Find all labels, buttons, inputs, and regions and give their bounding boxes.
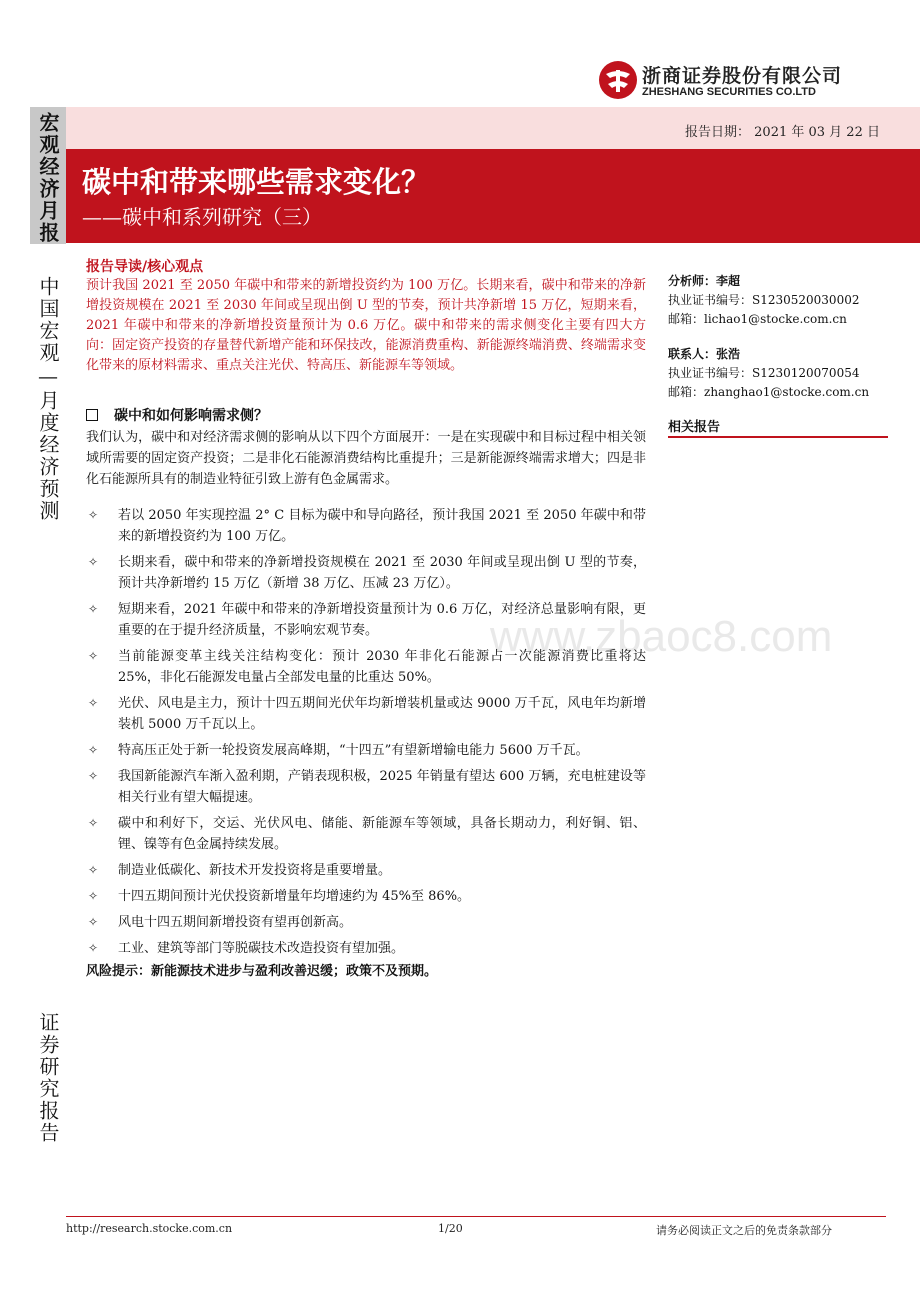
contact-name: 联系人：张浩	[668, 347, 741, 361]
diamond-bullet-icon: ✧	[88, 915, 99, 929]
diamond-bullet-icon: ✧	[88, 863, 99, 877]
report-date	[685, 121, 880, 140]
summary-heading: 报告导读/核心观点	[86, 259, 204, 275]
analyst-1-cert: 执业证书编号：S1230520030002	[668, 293, 860, 307]
diamond-bullet-icon: ✧	[88, 649, 99, 663]
diamond-bullet-icon: ✧	[88, 555, 99, 569]
list-item: ✧ 当前能源变革主线关注结构变化：预计 2030 年非化石能源占一次能源消费比重将达 25%，非化石能源发电量占全部发电量的比重达 50%。	[86, 646, 646, 688]
diamond-bullet-icon: ✧	[88, 941, 99, 955]
page-number: 1/20	[438, 1222, 463, 1235]
watermark: www.zbaoc8.com	[490, 612, 833, 661]
key-points-list	[86, 505, 646, 964]
page-subtitle: ——碳中和系列研究（三）	[82, 205, 322, 229]
list-item: ✧ 短期来看，2021 年碳中和带来的净新增投资量预计为 0.6 万亿，对经济总量影响有限，更重要的在于提升经济质量，不影响宏观节奏。	[86, 599, 646, 641]
list-item: ✧ 十四五期间预计光伏投资新增量年均增速约为 45%至 86%。	[86, 886, 646, 907]
diamond-bullet-icon: ✧	[88, 743, 99, 757]
sidebar-series: 中国宏观—月度经济预测	[36, 276, 60, 522]
analyst-1-name: 分析师：李超	[668, 274, 741, 288]
related-divider	[668, 436, 888, 438]
diamond-bullet-icon: ✧	[88, 696, 99, 710]
diamond-bullet-icon: ✧	[88, 816, 99, 830]
diamond-bullet-icon: ✧	[88, 769, 99, 783]
diamond-bullet-icon: ✧	[88, 889, 99, 903]
list-item: ✧ 若以 2050 年实现控温 2° C 目标为碳中和导向路径，预计我国 2021 至 2050 年碳中和带来的新增投资约为 100 万亿。	[86, 505, 646, 547]
contact-email[interactable]: 邮箱：zhanghao1@stocke.com.cn	[668, 385, 870, 399]
diamond-bullet-icon: ✧	[88, 602, 99, 616]
company-name-cn: 浙商证券股份有限公司	[642, 65, 843, 87]
list-item: ✧ 风电十四五期间新增投资有望再创新高。	[86, 912, 646, 933]
list-item: ✧ 工业、建筑等部门等脱碳技术改造投资有望加强。	[86, 938, 646, 959]
sidebar-category: 宏观经济月报	[36, 112, 60, 244]
page-title: 碳中和带来哪些需求变化？	[82, 165, 431, 199]
report-date-label: 报告日期：	[685, 125, 751, 140]
footer-divider	[66, 1216, 886, 1217]
list-item: ✧ 长期来看，碳中和带来的净新增投资规模在 2021 至 2030 年间或呈现出倒 U 型的节奏，预计共净新增约 15 万亿（新增 38 万亿、压减 23 万亿）。	[86, 552, 646, 594]
list-item: ✧ 碳中和利好下，交运、光伏风电、储能、新能源车等领域，具备长期动力，利好铜、铝、锂、镍等有色金属持续发展。	[86, 813, 646, 855]
company-logo-icon	[598, 60, 638, 100]
diamond-bullet-icon: ✧	[88, 508, 99, 522]
summary-text: 预计我国 2021 至 2050 年碳中和带来的新增投资约为 100 万亿。长期来看，碳中和带来的净新增投资规模在 2021 至 2030 年间或呈现出倒 U 型的节奏，预计共净新增 15 万亿，短期来看，2021 年碳中和带来的净新增投资量预计为 0.6 万亿。碳中和带来的需求侧变化主要有四大方向：固定资产投资的存量替代新增产能和环保技改，能源消费重构、新能源终端消费、终端需求变化带来的原材料需求、重点关注光伏、特高压、新能源车等领域。	[86, 278, 646, 373]
analyst-info	[668, 272, 888, 402]
section-heading-text: 碳中和如何影响需求侧？	[114, 408, 268, 424]
list-item: ✧ 制造业低碳化、新技术开发投资将是重要增量。	[86, 860, 646, 881]
related-reports-heading: 相关报告	[668, 420, 721, 435]
footer-disclaimer-note: 请务必阅读正文之后的免责条款部分	[656, 1224, 832, 1237]
section-intro: 我们认为，碳中和对经济需求侧的影响从以下四个方面展开：一是在实现碳中和目标过程中相关领域所需要的固定资产投资；二是非化石能源消费结构比重提升；三是新能源终端需求增大；四是非化石能源所具有的制造业特征引致上游有色金属需求。	[86, 430, 646, 487]
company-name-en: ZHESHANG SECURITIES CO.LTD	[642, 86, 816, 98]
section-heading	[86, 405, 268, 425]
analyst-1-email[interactable]: 邮箱：lichao1@stocke.com.cn	[668, 312, 847, 326]
list-item: ✧ 特高压正处于新一轮投资发展高峰期，“十四五”有望新增输电能力 5600 万千瓦。	[86, 740, 646, 761]
sidebar-report-type: 证券研究报告	[36, 1012, 60, 1144]
report-date-value: 2021 年 03 月 22 日	[754, 125, 880, 140]
contact-cert: 执业证书编号：S1230120070054	[668, 366, 860, 380]
footer-url-link[interactable]: http://research.stocke.com.cn	[66, 1222, 233, 1235]
risk-warning: 风险提示：新能源技术进步与盈利改善迟缓；政策不及预期。	[86, 964, 438, 979]
checkbox-square-icon	[86, 409, 98, 421]
list-item: ✧ 我国新能源汽车渐入盈利期，产销表现积极，2025 年销量有望达 600 万辆，充电桩建设等相关行业有望大幅提速。	[86, 766, 646, 808]
list-item: ✧ 光伏、风电是主力，预计十四五期间光伏年均新增装机量或达 9000 万千瓦，风电年均新增装机 5000 万千瓦以上。	[86, 693, 646, 735]
